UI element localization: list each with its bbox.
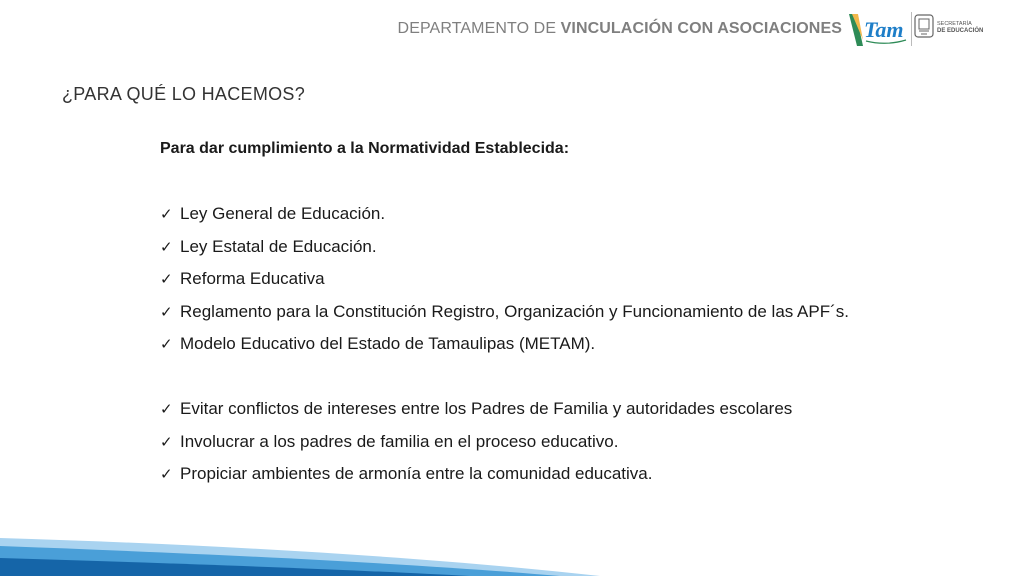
state-seal-icon bbox=[914, 14, 934, 38]
department-prefix: DEPARTAMENTO DE bbox=[397, 20, 557, 37]
check-icon: ✓ bbox=[160, 466, 173, 483]
check-icon: ✓ bbox=[160, 303, 173, 321]
page-title: ¿PARA QUÉ LO HACEMOS? bbox=[62, 84, 306, 104]
department-header bbox=[398, 20, 842, 38]
list-item-text: Ley Estatal de Educación. bbox=[180, 236, 377, 256]
list-item-text: Reforma Educativa bbox=[180, 269, 325, 288]
list-item-text: Propiciar ambientes de armonía entre la comunidad educativa. bbox=[180, 464, 653, 483]
footer-wave-decoration bbox=[0, 516, 1024, 576]
check-icon: ✓ bbox=[160, 238, 173, 256]
secretaria-logo bbox=[937, 21, 983, 35]
list-item-text: Evitar conflictos de intereses entre los Padres de Familia y autoridades escolares bbox=[180, 399, 793, 418]
check-icon: ✓ bbox=[160, 336, 173, 353]
objetivos-list bbox=[160, 393, 792, 491]
secretaria-line1: SECRETARÍA bbox=[937, 21, 972, 27]
department-name: VINCULACIÓN CON ASOCIACIONES bbox=[560, 20, 842, 37]
secretaria-line2: DE EDUCACIÓN bbox=[937, 28, 984, 34]
check-icon: ✓ bbox=[160, 206, 173, 223]
tam-logo-icon bbox=[846, 10, 908, 50]
list-item bbox=[160, 393, 792, 426]
list-item-text: Reglamento para la Constitución Registro, Organización y Funcionamiento de las APF´s. bbox=[180, 301, 850, 321]
list-item bbox=[160, 263, 849, 296]
list-item bbox=[160, 458, 792, 491]
normatividad-list bbox=[160, 198, 849, 361]
list-item-text: Modelo Educativo del Estado de Tamaulipas (METAM). bbox=[180, 334, 596, 353]
tam-logo-text: Tam bbox=[864, 17, 904, 42]
check-icon: ✓ bbox=[160, 271, 173, 288]
list-item bbox=[160, 231, 849, 264]
check-icon: ✓ bbox=[160, 433, 173, 451]
list-item bbox=[160, 198, 849, 231]
list-item bbox=[160, 426, 792, 459]
list-item-text: Involucrar a los padres de familia en el proceso educativo. bbox=[180, 431, 619, 451]
check-icon: ✓ bbox=[160, 401, 173, 418]
logo-divider bbox=[911, 12, 912, 46]
list-item bbox=[160, 296, 849, 329]
list-item-text: Ley General de Educación. bbox=[180, 204, 386, 223]
intro-text: Para dar cumplimiento a la Normatividad Establecida: bbox=[160, 140, 570, 157]
list-item bbox=[160, 328, 849, 361]
